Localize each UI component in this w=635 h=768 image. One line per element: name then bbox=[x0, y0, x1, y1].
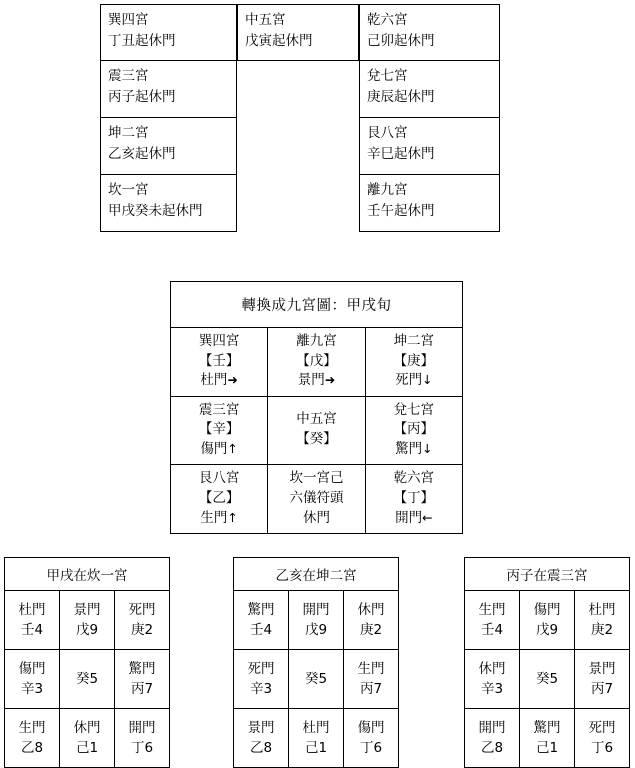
palace-detail: 己卯起休門 bbox=[367, 32, 435, 49]
palace-label: 中五宮 bbox=[296, 411, 337, 428]
palace-detail: 甲戌癸未起休門 bbox=[108, 202, 203, 219]
grid-cell bbox=[234, 591, 288, 649]
direction-arrow-icon: ↑ bbox=[227, 509, 238, 525]
palace-label: 巽四宮 bbox=[198, 333, 240, 349]
palace-detail: 乙亥起休門 bbox=[108, 145, 176, 162]
palace-gate-row bbox=[368, 440, 460, 460]
grid-row bbox=[234, 591, 398, 649]
palace-label: 兌七宮 bbox=[393, 401, 435, 418]
grid-title: 丙子在震三宮 bbox=[465, 558, 629, 591]
stem-number: 辛3 bbox=[20, 681, 44, 697]
stem-number: 乙8 bbox=[249, 740, 273, 756]
stem-number: 乙8 bbox=[480, 740, 504, 756]
gate-label: 驚門 bbox=[533, 719, 561, 736]
grid-cell bbox=[5, 591, 59, 649]
gate-label: 景門 bbox=[73, 601, 101, 618]
stem-number: 癸5 bbox=[304, 670, 328, 687]
grid-title: 乙亥在坤二宮 bbox=[234, 558, 398, 591]
nine-palace-cell bbox=[365, 328, 462, 396]
palace-label: 艮八宮 bbox=[367, 125, 408, 141]
nine-palace-chart bbox=[170, 281, 463, 534]
stem-number: 戊9 bbox=[304, 622, 328, 638]
grid-row bbox=[5, 591, 169, 649]
nine-palace-title: 轉換成九宮圖：甲戌旬 bbox=[171, 282, 462, 328]
stem-number: 丁6 bbox=[359, 740, 383, 756]
stem-number: 壬4 bbox=[20, 622, 44, 638]
nine-palace-cell bbox=[171, 465, 267, 533]
palace-stem: 六儀符頭 bbox=[289, 489, 344, 506]
grid-cell bbox=[114, 650, 169, 708]
top-table-cell bbox=[359, 4, 500, 61]
stem-number: 己1 bbox=[535, 740, 559, 756]
gate-label: 休門 bbox=[357, 601, 385, 618]
direction-arrow-icon: ↓ bbox=[422, 440, 433, 456]
grid-cell bbox=[465, 591, 519, 649]
grid-cell bbox=[574, 709, 629, 767]
palace-label: 乾六宮 bbox=[367, 12, 408, 28]
palace-gate-row bbox=[368, 371, 460, 391]
gate-label: 驚門 bbox=[128, 660, 156, 677]
grid-cell bbox=[343, 650, 398, 708]
palace-detail: 丁丑起休門 bbox=[108, 32, 176, 49]
grid-row bbox=[465, 591, 629, 649]
palace-gate: 開門 bbox=[395, 509, 423, 526]
palace-stem: 【乙】 bbox=[198, 489, 240, 506]
gate-grid-table bbox=[233, 557, 399, 768]
palace-label: 坤二宮 bbox=[393, 333, 435, 349]
grid-row bbox=[5, 708, 169, 767]
gate-label: 驚門 bbox=[247, 601, 275, 618]
gate-label: 景門 bbox=[588, 660, 616, 677]
grid-cell bbox=[343, 709, 398, 767]
top-table-cell bbox=[359, 175, 500, 232]
direction-arrow-icon: ↑ bbox=[227, 440, 238, 456]
palace-stem: 【庚】 bbox=[393, 352, 435, 369]
palace-detail: 壬午起休門 bbox=[367, 202, 435, 219]
stem-number: 癸5 bbox=[535, 670, 559, 687]
top-table-cell bbox=[100, 61, 237, 118]
grid-cell bbox=[574, 591, 629, 649]
nine-palace-cell bbox=[267, 328, 364, 396]
palace-label: 震三宮 bbox=[108, 68, 149, 84]
gate-label: 杜門 bbox=[588, 601, 616, 618]
stem-number: 庚2 bbox=[130, 622, 154, 638]
top-table-cell bbox=[237, 4, 359, 61]
gate-label: 傷門 bbox=[533, 601, 561, 618]
palace-label: 坎一宮 bbox=[108, 182, 149, 198]
stem-number: 丙7 bbox=[359, 681, 383, 697]
stem-number: 己1 bbox=[75, 740, 99, 756]
palace-gate: 驚門 bbox=[395, 440, 423, 457]
gate-label: 杜門 bbox=[18, 601, 46, 618]
stem-number: 辛3 bbox=[480, 681, 504, 697]
grid-row bbox=[234, 708, 398, 767]
grid-cell-center bbox=[59, 650, 114, 708]
qimen-stem-start-table bbox=[100, 4, 500, 232]
grid-cell bbox=[288, 709, 343, 767]
gate-label: 生門 bbox=[478, 601, 506, 618]
palace-gate: 休門 bbox=[302, 509, 330, 526]
nine-palace-row bbox=[171, 464, 462, 533]
stem-number: 庚2 bbox=[359, 622, 383, 638]
nine-palace-cell bbox=[171, 328, 267, 396]
palace-label: 中五宮 bbox=[245, 12, 286, 28]
grid-cell bbox=[519, 709, 574, 767]
grid-cell bbox=[288, 591, 343, 649]
gate-label: 生門 bbox=[357, 660, 385, 677]
palace-gate-row bbox=[173, 440, 265, 460]
direction-arrow-icon: ← bbox=[422, 509, 433, 525]
palace-gate-row bbox=[368, 509, 460, 529]
grid-cell bbox=[59, 591, 114, 649]
palace-label: 乾六宮 bbox=[393, 470, 435, 487]
palace-label: 震三宮 bbox=[198, 401, 240, 418]
grid-row bbox=[465, 649, 629, 708]
top-table-empty-region bbox=[237, 61, 359, 232]
gate-label: 生門 bbox=[18, 719, 46, 736]
nine-palace-cell-center bbox=[267, 397, 364, 465]
top-table-cell bbox=[359, 61, 500, 118]
palace-detail: 丙子起休門 bbox=[108, 88, 176, 105]
palace-detail: 辛巳起休門 bbox=[367, 145, 435, 162]
grid-cell bbox=[114, 709, 169, 767]
direction-arrow-icon: ↓ bbox=[422, 372, 433, 388]
palace-gate: 生門 bbox=[200, 509, 228, 526]
palace-gate: 傷門 bbox=[200, 440, 228, 457]
top-table-cell bbox=[100, 4, 237, 61]
gate-label: 傷門 bbox=[18, 660, 46, 677]
nine-palace-cell bbox=[171, 397, 267, 465]
stem-number: 庚2 bbox=[590, 622, 614, 638]
top-table-cell bbox=[100, 175, 237, 232]
grid-cell bbox=[574, 650, 629, 708]
gate-label: 死門 bbox=[128, 601, 156, 618]
gate-label: 開門 bbox=[478, 719, 506, 736]
gate-label: 開門 bbox=[128, 719, 156, 736]
stem-number: 壬4 bbox=[249, 622, 273, 638]
stem-number: 壬4 bbox=[480, 622, 504, 638]
palace-stem: 【辛】 bbox=[198, 421, 240, 438]
stem-number: 辛3 bbox=[249, 681, 273, 697]
stem-number: 丁6 bbox=[130, 740, 154, 756]
grid-cell-center bbox=[519, 650, 574, 708]
stem-number: 乙8 bbox=[20, 740, 44, 756]
stem-number: 癸5 bbox=[75, 670, 99, 687]
grid-cell bbox=[234, 709, 288, 767]
palace-label: 坤二宮 bbox=[108, 125, 149, 141]
nine-palace-row bbox=[171, 328, 462, 396]
stem-number: 丁6 bbox=[590, 740, 614, 756]
palace-stem: 【丁】 bbox=[393, 489, 435, 506]
palace-gate: 景門 bbox=[297, 372, 325, 389]
top-table-left-column bbox=[100, 4, 237, 232]
top-table-middle-column bbox=[237, 4, 359, 232]
grid-cell bbox=[234, 650, 288, 708]
grid-row bbox=[465, 708, 629, 767]
gate-grid-table bbox=[4, 557, 170, 768]
nine-palace-cell bbox=[365, 465, 462, 533]
top-table-cell bbox=[100, 118, 237, 175]
grid-cell bbox=[465, 709, 519, 767]
stem-number: 戊9 bbox=[535, 622, 559, 638]
palace-gate-row bbox=[173, 509, 265, 529]
gate-label: 死門 bbox=[247, 660, 275, 677]
grid-title: 甲戌在炊一宮 bbox=[5, 558, 169, 591]
gate-label: 景門 bbox=[247, 719, 275, 736]
grid-cell bbox=[343, 591, 398, 649]
grid-cell bbox=[59, 709, 114, 767]
palace-detail: 戊寅起休門 bbox=[245, 32, 313, 49]
gate-label: 開門 bbox=[302, 601, 330, 618]
stem-number: 丙7 bbox=[590, 681, 614, 697]
nine-palace-row bbox=[171, 396, 462, 465]
palace-gate: 杜門 bbox=[200, 372, 228, 389]
grid-row bbox=[5, 649, 169, 708]
palace-stem: 【壬】 bbox=[198, 352, 240, 369]
palace-stem: 【戊】 bbox=[296, 352, 337, 369]
stem-number: 己1 bbox=[304, 740, 328, 756]
palace-gate: 死門 bbox=[395, 372, 423, 389]
gate-label: 死門 bbox=[588, 719, 616, 736]
top-table-cell bbox=[359, 118, 500, 175]
gate-grid-table bbox=[464, 557, 630, 768]
palace-label: 艮八宮 bbox=[198, 470, 240, 487]
palace-stem: 【癸】 bbox=[296, 431, 337, 448]
palace-detail: 庚辰起休門 bbox=[367, 88, 435, 105]
grid-cell-center bbox=[288, 650, 343, 708]
palace-label: 巽四宮 bbox=[108, 12, 149, 28]
palace-label: 離九宮 bbox=[296, 333, 337, 349]
gate-label: 傷門 bbox=[357, 719, 385, 736]
grid-cell bbox=[465, 650, 519, 708]
nine-palace-cell bbox=[267, 465, 364, 533]
palace-label: 離九宮 bbox=[367, 182, 408, 198]
grid-cell bbox=[5, 650, 59, 708]
direction-arrow-icon: ➜ bbox=[227, 372, 238, 388]
gate-label: 杜門 bbox=[302, 719, 330, 736]
grid-cell bbox=[114, 591, 169, 649]
grid-cell bbox=[519, 591, 574, 649]
direction-arrow-icon: ➜ bbox=[324, 372, 336, 388]
gate-label: 休門 bbox=[73, 719, 101, 736]
palace-label: 坎一宮己 bbox=[289, 470, 344, 487]
stem-number: 丙7 bbox=[130, 681, 154, 697]
stem-number: 戊9 bbox=[75, 622, 99, 638]
grid-row bbox=[234, 649, 398, 708]
palace-gate-row bbox=[173, 371, 265, 391]
palace-gate-row bbox=[270, 371, 362, 391]
nine-palace-cell bbox=[365, 397, 462, 465]
top-table-right-column bbox=[359, 4, 500, 232]
palace-label: 兌七宮 bbox=[367, 68, 408, 84]
grid-cell bbox=[5, 709, 59, 767]
palace-stem: 【丙】 bbox=[393, 421, 435, 438]
palace-gate-row bbox=[270, 509, 362, 529]
gate-label: 休門 bbox=[478, 660, 506, 677]
